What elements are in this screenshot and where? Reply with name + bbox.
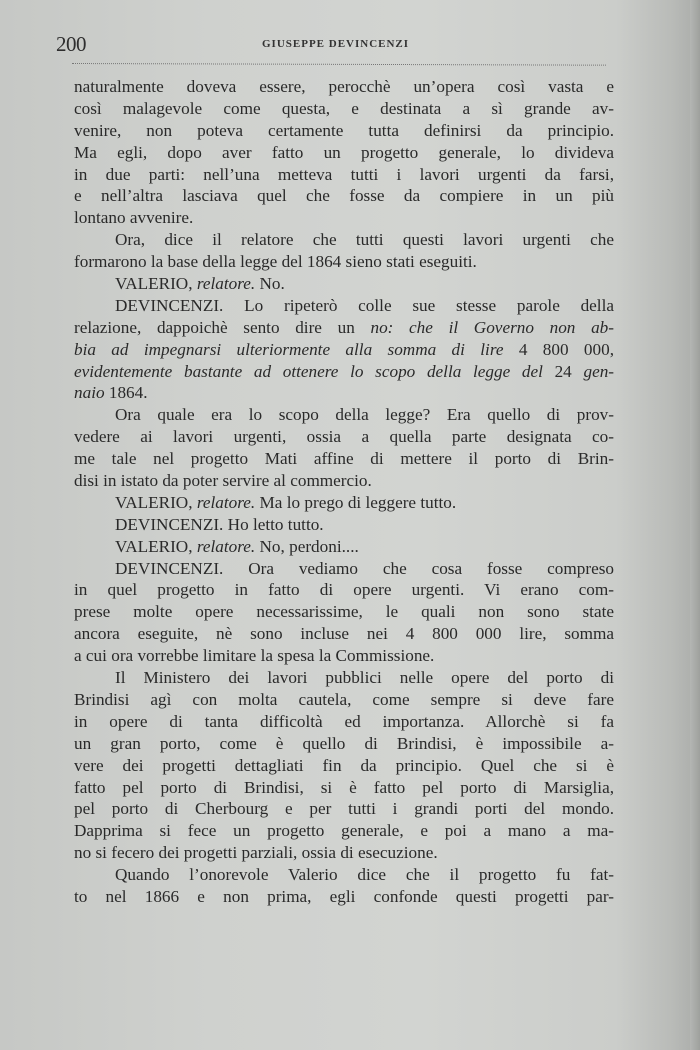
text-segment: VALERIO,: [115, 492, 197, 512]
text-segment: to nel 1866 e non prima, egli confonde questi progetti par-: [74, 886, 614, 906]
text-segment: in due parti: nell’una metteva tutti i lavori urgenti da farsi,: [74, 164, 614, 184]
text-segment: pel porto di Cherbourg e per tutti i grandi porti del mondo.: [74, 799, 614, 819]
text-line: [74, 339, 614, 361]
text-segment: lontano avvenire.: [74, 208, 194, 228]
text-segment: venire, non poteva certamente tutta definirsi da principio.: [74, 120, 614, 140]
text-line: [74, 798, 614, 820]
text-line: [74, 426, 614, 448]
text-segment: fatto pel porto di Brindisi, si è fatto pel porto di Marsiglia,: [74, 777, 614, 797]
text-segment: Quando l’onorevole Valerio dice che il progetto fu fat-: [115, 865, 614, 885]
italic-text: relatore.: [196, 274, 256, 294]
text-segment: vedere ai lavori urgenti, ossia a quella parte designata co-: [74, 427, 614, 447]
italic-text: no: che il Governo non ab-: [370, 317, 614, 337]
text-line: [74, 251, 614, 273]
text-line: [74, 645, 614, 667]
text-line: [74, 98, 614, 120]
italic-text: relatore.: [196, 536, 256, 556]
italic-text: naio: [74, 383, 105, 403]
text-segment: VALERIO,: [115, 274, 197, 294]
text-segment: 1864.: [104, 383, 148, 403]
text-line: [74, 842, 614, 864]
text-line: [74, 514, 614, 536]
text-line: [74, 448, 614, 470]
text-segment: a cui ora vorrebbe limitare la spesa la Commissione.: [74, 646, 435, 666]
text-line: [74, 623, 614, 645]
text-segment: Dapprima si fece un progetto generale, e poi a mano a ma-: [74, 821, 614, 841]
page-number: 200: [56, 32, 86, 56]
text-segment: Ma lo prego di leggere tutto.: [255, 492, 457, 512]
text-line: [74, 361, 614, 383]
text-line: [74, 667, 614, 689]
text-line: [74, 120, 614, 142]
text-segment: così malagevole come questa, e destinata a sì grande av-: [74, 98, 614, 118]
text-line: [74, 382, 614, 404]
text-segment: formarono la base della legge del 1864 sieno stati eseguiti.: [74, 252, 477, 272]
text-line: [74, 470, 614, 492]
text-segment: naturalmente doveva essere, perocchè un’opera così vasta e: [74, 77, 614, 96]
text-segment: DEVINCENZI. Lo ripeterò colle sue stesse parole della: [115, 295, 614, 315]
text-line: [74, 689, 614, 711]
text-line: [74, 864, 614, 886]
body-text: [74, 76, 614, 908]
italic-text: gen-: [583, 361, 615, 381]
text-line: [74, 579, 614, 601]
text-segment: Il Ministero dei lavori pubblici nelle opere del porto di: [115, 668, 614, 688]
text-line: [74, 820, 614, 842]
text-segment: no si fecero dei progetti parziali, ossia di esecuzione.: [74, 843, 438, 863]
text-segment: VALERIO,: [115, 536, 197, 556]
text-line: [74, 536, 614, 558]
text-line: [74, 317, 614, 339]
text-line: [74, 492, 614, 514]
text-line: [74, 229, 614, 251]
text-line: [74, 76, 614, 98]
page-header: [56, 32, 612, 62]
header-divider: [72, 63, 606, 66]
text-line: [74, 558, 614, 580]
text-segment: me tale nel progetto Mati affine di mettere il porto di Brin-: [74, 449, 614, 469]
text-segment: disi in istato da poter servire al commercio.: [74, 471, 372, 491]
italic-text: evidentemente bastante ad ottenere lo scopo della legge del: [74, 361, 543, 381]
text-segment: in opere di tanta difficoltà ed importanza. Allorchè si fa: [74, 711, 614, 731]
text-line: [74, 886, 614, 908]
text-segment: vere dei progetti dettagliati fin da principio. Quel che si è: [74, 755, 614, 775]
text-line: [74, 207, 614, 229]
text-segment: Ora, dice il relatore che tutti questi lavori urgenti che: [115, 230, 614, 250]
text-line: [74, 295, 614, 317]
text-segment: relazione, dappoichè sento dire un: [74, 317, 371, 337]
italic-text: bia ad impegnarsi ulteriormente alla somma di lire: [74, 339, 504, 359]
text-segment: Ma egli, dopo aver fatto un progetto generale, lo divideva: [74, 142, 614, 162]
text-segment: DEVINCENZI. Ho letto tutto.: [115, 514, 324, 534]
text-line: [74, 733, 614, 755]
text-line: [74, 404, 614, 426]
text-segment: No, perdoni....: [255, 536, 359, 556]
italic-text: relatore.: [196, 492, 256, 512]
text-segment: 4 800 000,: [503, 339, 615, 359]
text-segment: ancora eseguite, nè sono incluse nei 4 800 000 lire, somma: [74, 624, 614, 644]
page-edge: [690, 0, 700, 1050]
text-line: [74, 142, 614, 164]
bottom-margin: [0, 980, 690, 1050]
text-line: [74, 601, 614, 623]
text-line: [74, 711, 614, 733]
text-line: [74, 755, 614, 777]
text-segment: No.: [255, 274, 285, 294]
text-line: [74, 777, 614, 799]
text-segment: Brindisi agì con molta cautela, come sempre si deve fare: [74, 689, 614, 709]
text-line: [74, 185, 614, 207]
running-title: GIUSEPPE DEVINCENZI: [262, 38, 410, 50]
text-segment: e nell’altra lasciava quel che fosse da compiere in un più: [74, 186, 614, 206]
text-segment: DEVINCENZI. Ora vediamo che cosa fosse compreso: [115, 558, 614, 578]
text-segment: 24: [542, 361, 584, 381]
text-segment: Ora quale era lo scopo della legge? Era quello di prov-: [115, 405, 614, 425]
text-segment: prese molte opere necessarissime, le quali non sono state: [74, 602, 614, 622]
text-segment: in quel progetto in fatto di opere urgenti. Vi erano com-: [74, 580, 614, 600]
text-line: [74, 164, 614, 186]
text-segment: un gran porto, come è quello di Brindisi, è impossibile a-: [74, 733, 614, 753]
text-line: [74, 273, 614, 295]
